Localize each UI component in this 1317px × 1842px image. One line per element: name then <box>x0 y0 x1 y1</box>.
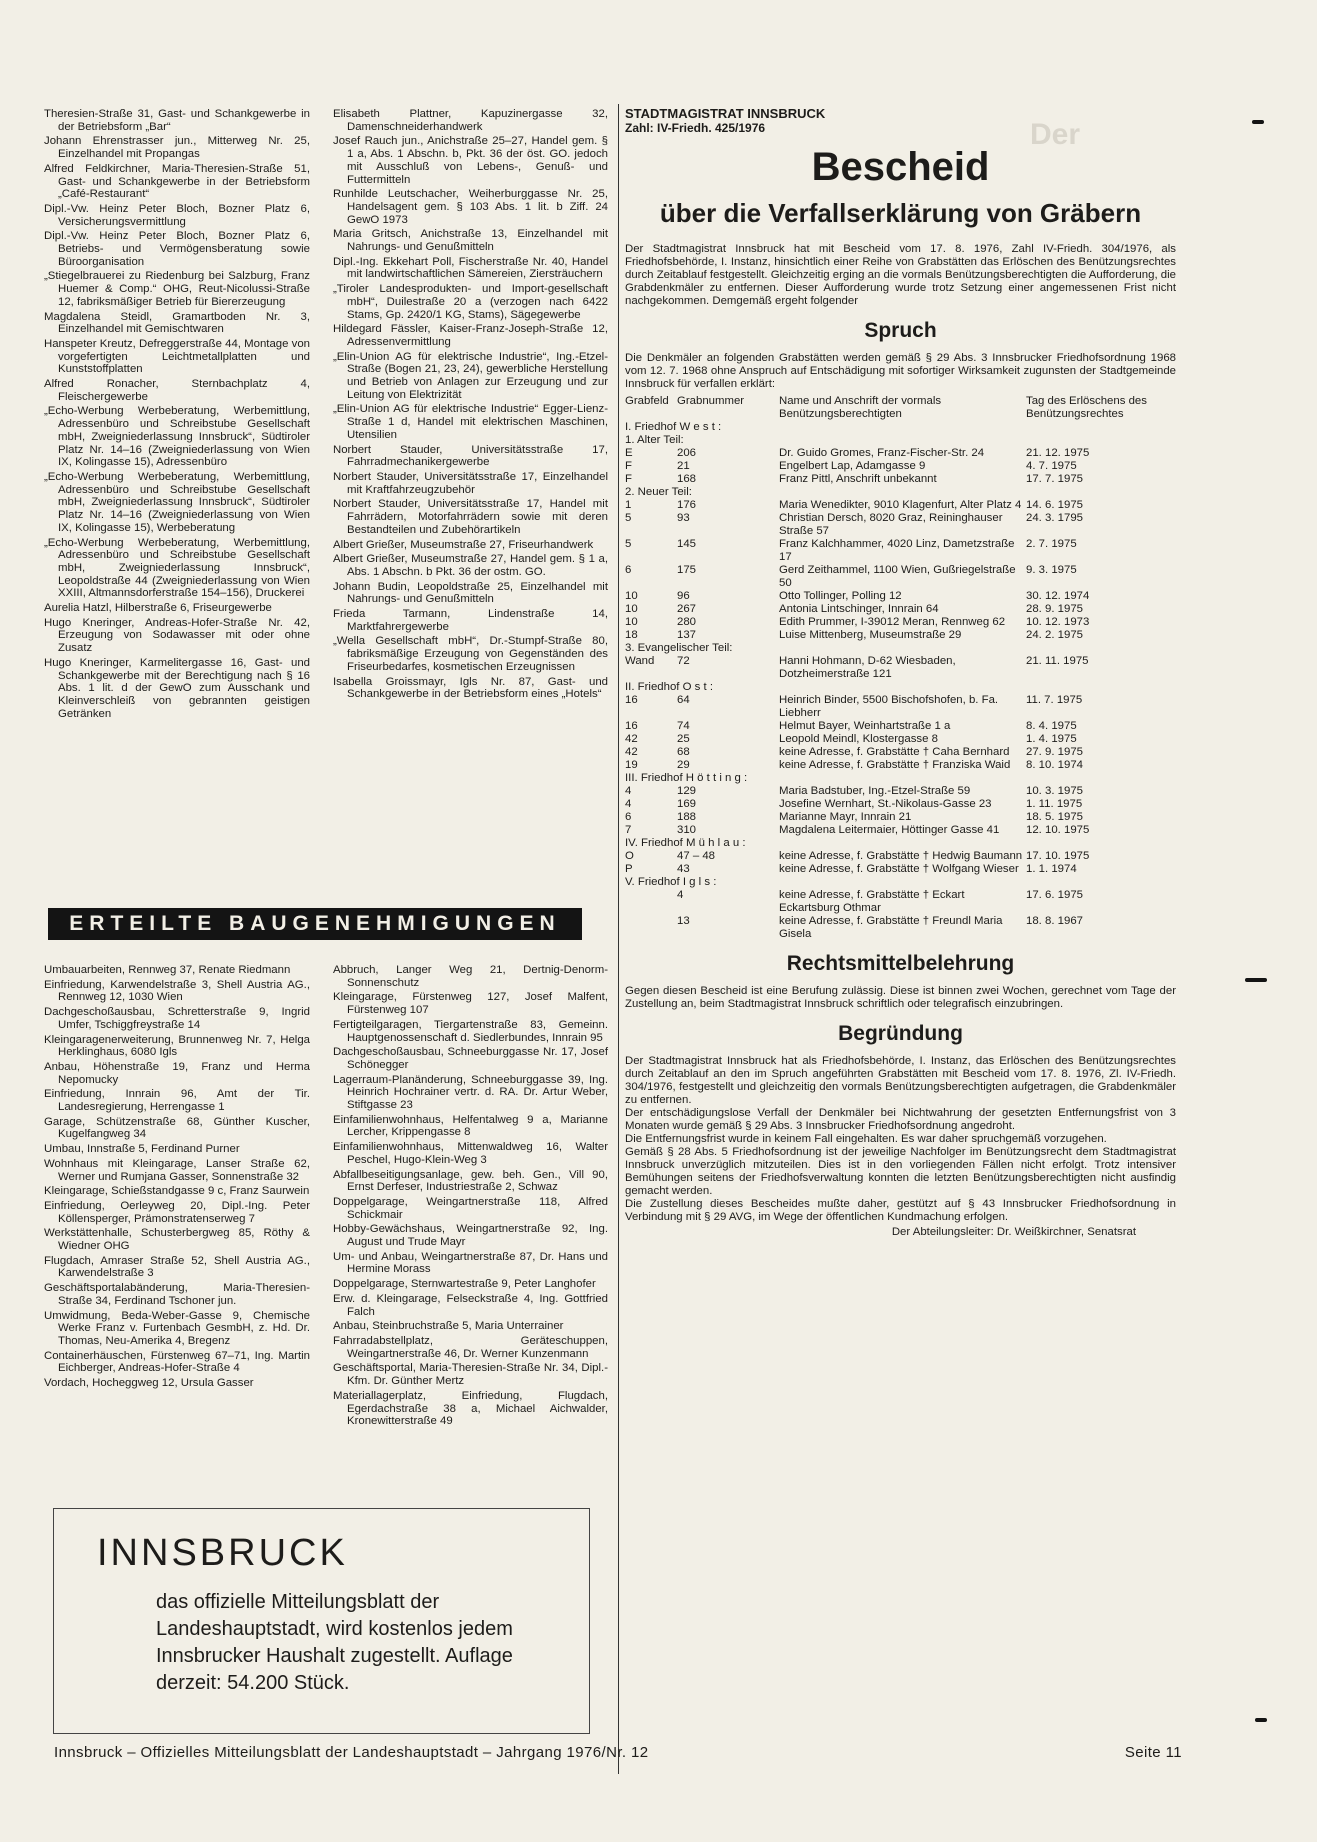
list-entry: Dipl.-Vw. Heinz Peter Bloch, Bozner Platz 6, Versicherungsvermittlung <box>44 202 310 228</box>
grabfeld-cell: 5 <box>625 538 632 550</box>
cemetery-heading <box>625 772 1176 785</box>
promo-body: das offizielle Mitteilungsblatt der Landeshauptstadt, wird kostenlos jedem Innsbrucker Haushalt zugestellt. Auflage derzeit: 54.200 Stück. <box>156 1591 513 1694</box>
table-row <box>625 850 1176 863</box>
grabnummer-cell: 188 <box>677 811 697 823</box>
baugenehmigungen-column-1 <box>44 964 310 1392</box>
grabnummer-cell: 68 <box>677 746 690 758</box>
rechtsmittel-heading: Rechtsmittelbelehrung <box>786 952 1015 975</box>
grabnummer-cell: 64 <box>677 694 690 706</box>
grabfeld-cell: 10 <box>625 590 638 602</box>
begruendung-text <box>625 1055 1176 1224</box>
list-entry: „Echo-Werbung Werbeberatung, Werbemittlung, Adressenbüro und Schreibstube Gesellschaft mbH, Zweigniederlassung Innsbruck“, Leopoldstraße 44 (Zweigniederlassung von Wien XXIII, Altmannsdorferstraße 154–156), Druckerei <box>44 536 310 600</box>
grabnummer-cell: 74 <box>677 720 690 732</box>
grabnummer-cell: 137 <box>677 629 697 641</box>
table-row <box>625 889 1176 915</box>
grabfeld-cell: 42 <box>625 746 638 758</box>
gewerbe-column-1 <box>44 108 310 722</box>
grabnummer-cell: 267 <box>677 603 697 615</box>
grabfeld-cell <box>625 915 677 941</box>
list-entry: Garage, Schützenstraße 68, Günther Kuscher, Kugelfangweg 34 <box>44 1115 310 1141</box>
table-row <box>625 655 1176 681</box>
name-cell: Christian Dersch, 8020 Graz, Reininghauser Straße 57 <box>779 512 1003 537</box>
grabnummer-cell: 310 <box>677 824 697 836</box>
datum-cell: 21. 11. 1975 <box>1026 655 1089 667</box>
list-entry: „Echo-Werbung Werbeberatung, Werbemittlung, Adressenbüro und Schreibstube Gesellschaft mbH, Zweigniederlassung Innsbruck“, Südtiroler Platz Nr. 14–16 (Zweigniederlassung von Wien IX, Kolingasse 15), Adressenbüro <box>44 405 310 469</box>
grabnummer-cell: 169 <box>677 798 697 810</box>
header-grabfeld: Grabfeld <box>625 395 669 407</box>
list-entry: Dachgeschoßausbau, Schretterstraße 9, Ingrid Umfer, Tschiggfreystraße 14 <box>44 1006 310 1031</box>
cemetery-heading <box>625 837 1176 850</box>
list-entry: Hobby-Gewächshaus, Weingartnerstraße 92, Ing. August und Trude Mayr <box>333 1223 608 1249</box>
begruendung-paragraph: Die Zustellung dieses Bescheides mußte daher, gestützt auf § 43 Innsbrucker Friedhofsordnung in Verbindung mit § 29 AVG, im Wege der öffentlichen Kundmachung erfolgen. <box>625 1198 1176 1223</box>
table-row <box>625 798 1176 811</box>
graves-table-body <box>625 421 1176 941</box>
datum-cell: 9. 3. 1975 <box>1026 564 1077 576</box>
list-entry: Magdalena Steidl, Gramartboden Nr. 3, Einzelhandel mit Gemischtwaren <box>44 310 310 336</box>
header-name: Name und Anschrift der vormals Benützungsberechtigten <box>779 395 942 420</box>
name-cell: Luise Mittenberg, Museumstraße 29 <box>779 629 962 641</box>
datum-cell: 10. 3. 1975 <box>1026 785 1084 797</box>
grabfeld-cell: 42 <box>625 733 638 745</box>
list-entry: Fahrradabstellplatz, Geräteschuppen, Weingartnerstraße 46, Dr. Werner Kunzenmann <box>333 1334 608 1360</box>
begruendung-heading: Begründung <box>838 1022 963 1045</box>
list-entry: Hugo Kneringer, Andreas-Hofer-Straße Nr. 42, Erzeugung von Sodawasser mit oder ohne Zusatz <box>44 616 310 655</box>
list-entry: Werkstättenhalle, Schusterbergweg 85, Röthy & Wiedner OHG <box>44 1227 310 1253</box>
cemetery-title: V. Friedhof I g l s : <box>625 876 717 888</box>
cemetery-part-title: 2. Neuer Teil: <box>625 486 692 498</box>
grabfeld-cell: 18 <box>625 629 638 641</box>
grabnummer-cell: 280 <box>677 616 697 628</box>
list-entry: Maria Gritsch, Anichstraße 13, Einzelhandel mit Nahrungs- und Genußmitteln <box>333 228 608 254</box>
list-entry: „Echo-Werbung Werbeberatung, Werbemittlung, Adressenbüro und Schreibstube Gesellschaft mbH, Zweigniederlassung Innsbruck“, Südtiroler Platz Nr. 14–16 (Zweigniederlassung von Wien IX, Kolingasse 15), Werbeberatung <box>44 470 310 534</box>
list-entry: Anbau, Höhenstraße 19, Franz und Herma Nepomucky <box>44 1060 310 1086</box>
list-entry: Materiallagerplatz, Einfriedung, Flugdach, Egerdachstraße 38 a, Michael Aichwalder, Kronewitterstraße 49 <box>333 1389 608 1428</box>
grabfeld-cell: 10 <box>625 616 638 628</box>
begruendung-paragraph: Gemäß § 28 Abs. 5 Friedhofsordnung ist der jeweilige Nachfolger im Benützungsrecht dem Stadtmagistrat Innsbruck unverzüglich mitzuteilen. Dies ist in den vorliegenden Fällen nicht erfolgt. Trotz intensiver Bemühungen seitens der Friedhofsverwaltung konnten die letzten Benützungsberechtigten nicht ausfindig gemacht werden. <box>625 1146 1176 1197</box>
table-row <box>625 759 1176 772</box>
name-cell: Maria Wenedikter, 9010 Klagenfurt, Alter Platz 4 <box>779 499 1022 511</box>
grabfeld-cell: 5 <box>625 512 632 524</box>
name-cell: keine Adresse, f. Grabstätte † Wolfgang Wieser <box>779 863 1019 875</box>
grabnummer-cell: 13 <box>677 915 690 927</box>
grabfeld-cell: O <box>625 850 634 862</box>
promo-box <box>53 1508 590 1734</box>
table-row <box>625 473 1176 486</box>
cemetery-title: IV. Friedhof M ü h l a u : <box>625 837 746 849</box>
grabnummer-cell: 175 <box>677 564 697 576</box>
list-entry: Hanspeter Kreutz, Defreggerstraße 44, Montage von vorgefertigten Leichtmetallplatten und Kunststoffplatten <box>44 337 310 376</box>
grabnummer-cell: 145 <box>677 538 697 550</box>
grabnummer-cell: 29 <box>677 759 690 771</box>
grabnummer-cell: 176 <box>677 499 697 511</box>
list-entry: Geschäftsportalabänderung, Maria-Theresien-Straße 34, Ferdinand Tschoner jun. <box>44 1282 310 1307</box>
grabnummer-cell: 47 – 48 <box>677 850 716 862</box>
grabnummer-cell: 4 <box>677 889 684 901</box>
table-row <box>625 785 1176 798</box>
table-row <box>625 824 1176 837</box>
list-entry: Einfriedung, Innrain 96, Amt der Tir. Landesregierung, Herrengasse 1 <box>44 1088 310 1114</box>
grabnummer-cell: 72 <box>677 655 690 667</box>
name-cell: keine Adresse, f. Grabstätte † Franziska Waid <box>779 759 1011 771</box>
datum-cell: 8. 10. 1974 <box>1026 759 1084 771</box>
name-cell: Leopold Meindl, Klostergasse 8 <box>779 733 938 745</box>
name-cell: keine Adresse, f. Grabstätte † Eckart Eckartsburg Othmar <box>779 889 965 914</box>
list-entry: Dipl.-Ing. Ekkehart Poll, Fischerstraße Nr. 40, Handel mit landwirtschaftlichen Sämereien, Ziersträuchern <box>333 255 608 281</box>
cemetery-title: II. Friedhof O s t : <box>625 681 713 693</box>
table-row <box>625 629 1176 642</box>
datum-cell: 27. 9. 1975 <box>1026 746 1084 758</box>
list-entry: Doppelgarage, Sternwartestraße 9, Peter Langhofer <box>333 1278 596 1291</box>
list-entry: Runhilde Leutschacher, Weiherburggasse Nr. 25, Handelsagent gem. § 103 Abs. 1 lit. b Ziff. 24 GewO 1973 <box>333 188 608 226</box>
footer-publication: Innsbruck – Offizielles Mitteilungsblatt der Landeshauptstadt – Jahrgang 1976/Nr. 12 <box>54 1744 649 1761</box>
datum-cell: 10. 12. 1973 <box>1026 616 1090 628</box>
name-cell: Otto Tollinger, Polling 12 <box>779 590 902 602</box>
page-number: Seite 11 <box>1124 1744 1182 1761</box>
name-cell: Marianne Mayr, Innrain 21 <box>779 811 912 823</box>
list-entry: Abbruch, Langer Weg 21, Dertnig-Denorm-Sonnenschutz <box>333 964 608 989</box>
list-entry: Johann Budin, Leopoldstraße 25, Einzelhandel mit Nahrungs- und Genußmitteln <box>333 580 608 606</box>
datum-cell: 21. 12. 1975 <box>1026 447 1090 459</box>
name-cell: Gerd Zeithammel, 1100 Wien, Gußriegelstraße 50 <box>779 564 1016 589</box>
graves-table-header <box>625 395 1176 421</box>
cemetery-part-title: 1. Alter Teil: <box>625 434 684 446</box>
list-entry: Containerhäuschen, Fürstenweg 67–71, Ing. Martin Eichberger, Andreas-Hofer-Straße 4 <box>44 1349 310 1375</box>
table-row <box>625 512 1176 538</box>
datum-cell: 1. 4. 1975 <box>1026 733 1077 745</box>
list-entry: Einfriedung, Karwendelstraße 3, Shell Austria AG., Rennweg 12, 1030 Wien <box>44 978 310 1004</box>
promo-title: INNSBRUCK <box>97 1532 348 1574</box>
name-cell: keine Adresse, f. Grabstätte † Freundl Maria Gisela <box>779 915 1003 940</box>
cemetery-part-title: 3. Evangelischer Teil: <box>625 642 733 654</box>
grabfeld-cell: F <box>625 473 632 485</box>
name-cell: Magdalena Leitermaier, Höttinger Gasse 41 <box>779 824 1000 836</box>
baugenehmigungen-banner: ERTEILTE BAUGENEHMIGUNGEN <box>48 908 582 940</box>
grabfeld-cell: P <box>625 863 633 875</box>
name-cell: Dr. Guido Gromes, Franz-Fischer-Str. 24 <box>779 447 985 459</box>
name-cell: Maria Badstuber, Ing.-Etzel-Straße 59 <box>779 785 971 797</box>
grabnummer-cell: 206 <box>677 447 697 459</box>
list-entry: Johann Ehrenstrasser jun., Mitterweg Nr. 25, Einzelhandel mit Propangas <box>44 135 310 161</box>
name-cell: Edith Prummer, I-39012 Meran, Rennweg 62 <box>779 616 1006 628</box>
list-entry: Umbau, Innstraße 5, Ferdinand Purner <box>44 1143 240 1156</box>
signature: Der Abteilungsleiter: Dr. Weißkirchner, Senatsrat <box>891 1226 1136 1238</box>
list-entry: Geschäftsportal, Maria-Theresien-Straße Nr. 34, Dipl.-Kfm. Dr. Günther Mertz <box>333 1362 608 1388</box>
authority-header: STADTMAGISTRAT INNSBRUCK <box>625 106 826 121</box>
begruendung-paragraph: Der Stadtmagistrat Innsbruck hat als Friedhofsbehörde, I. Instanz, das Erlöschen des Benützungsrechtes durch Zeitablauf an den im Spruch angeführten Grabstätten mit Bescheid vom 17. 8. 1976, Zl. IV-Friedh. 304/1976, festgestellt und gleichzeitig den vormals Benützungsberechtigten aufgetragen, die Grabdenkmäler zu entfernen. <box>625 1055 1176 1106</box>
list-entry: Einfamilienwohnhaus, Helfentalweg 9 a, Marianne Lercher, Krippengasse 8 <box>333 1113 608 1139</box>
column-divider <box>618 104 619 1774</box>
list-entry: Einfamilienwohnhaus, Mittenwaldweg 16, Walter Peschel, Hugo-Klein-Weg 3 <box>333 1141 608 1166</box>
header-grabnummer: Grabnummer <box>677 395 745 407</box>
article-title: Bescheid <box>811 145 990 189</box>
list-entry: Kleingarage, Schießstandgasse 9 c, Franz Saurwein <box>44 1185 310 1198</box>
table-row <box>625 447 1176 460</box>
grabfeld-cell: 10 <box>625 603 638 615</box>
list-entry: Frieda Tarmann, Lindenstraße 14, Marktfahrergewerbe <box>333 608 608 633</box>
list-entry: Aurelia Hatzl, Hilberstraße 6, Friseurgewerbe <box>44 602 272 615</box>
grabfeld-cell: E <box>625 447 633 459</box>
grabfeld-cell: 7 <box>625 824 632 836</box>
list-entry: Elisabeth Plattner, Kapuzinergasse 32, Damenschneiderhandwerk <box>333 108 608 133</box>
list-entry: Alfred Ronacher, Sternbachplatz 4, Fleischergewerbe <box>44 378 310 403</box>
list-entry: „Elin-Union AG für elektrische Industrie“ Egger-Lienz-Straße 1 d, Handel mit elektrischen Maschinen, Utensilien <box>333 403 608 441</box>
cemetery-part-heading <box>625 434 1176 447</box>
table-row <box>625 733 1176 746</box>
list-entry: Umwidmung, Beda-Weber-Gasse 9, Chemische Werke Franz v. Furtenbach GesmbH, z. Hd. Dr. Thomas, Neu-Amerika 4, Bregenz <box>44 1309 310 1347</box>
name-cell: Heinrich Binder, 5500 Bischofshofen, b. Fa. Liebherr <box>779 694 999 719</box>
list-entry: Abfallbeseitigungsanlage, gew. beh. Gen., Vill 90, Ernst Derfeser, Industriestraße 2, Schwaz <box>333 1168 608 1194</box>
datum-cell: 30. 12. 1974 <box>1026 590 1090 602</box>
list-entry: Hugo Kneringer, Karmelitergasse 16, Gast- und Schankgewerbe mit der Berechtigung nach § 16 Abs. 1 lit. d der GewO zum Ausschank und Kleinverschleiß von gebrannten geistigen Getränken <box>44 656 310 720</box>
table-row <box>625 746 1176 759</box>
name-cell: keine Adresse, f. Grabstätte † Hedwig Baumann <box>779 850 1023 862</box>
begruendung-paragraph: Die Entfernungsfrist wurde in keinem Fall eingehalten. Es war daher spruchgemäß vorzugehen. <box>625 1133 1107 1145</box>
list-entry: Norbert Stauder, Universitätsstraße 17, Einzelhandel mit Kraftfahrzeugzubehör <box>333 470 608 496</box>
reference-number: Zahl: IV-Friedh. 425/1976 <box>625 121 766 135</box>
cemetery-part-heading <box>625 642 1176 655</box>
list-entry: Alfred Feldkirchner, Maria-Theresien-Straße 51, Gast- und Schankgewerbe in der Betriebsform „Café-Restaurant“ <box>44 162 310 201</box>
spruch-heading: Spruch <box>864 319 937 342</box>
name-cell: Franz Pittl, Anschrift unbekannt <box>779 473 937 485</box>
graves-table <box>625 395 1176 941</box>
list-entry: Anbau, Steinbruchstraße 5, Maria Unterrainer <box>333 1320 564 1333</box>
header-datum: Tag des Erlöschens des Benützungsrechtes <box>1026 395 1147 420</box>
datum-cell: 8. 4. 1975 <box>1026 720 1077 732</box>
datum-cell: 17. 7. 1975 <box>1026 473 1084 485</box>
punch-mark <box>1255 1718 1267 1722</box>
datum-cell: 28. 9. 1975 <box>1026 603 1084 615</box>
datum-cell: 12. 10. 1975 <box>1026 824 1090 836</box>
punch-mark <box>1245 978 1267 982</box>
list-entry: Albert Grießer, Museumstraße 27, Friseurhandwerk <box>333 538 594 551</box>
list-entry: Fertigteilgaragen, Tiergartenstraße 83, Gemeinn. Hauptgenossenschaft d. Siedlerbundes, Innrain 95 <box>333 1018 608 1044</box>
name-cell: Franz Kalchhammer, 4020 Linz, Dametzstraße 17 <box>779 538 1015 563</box>
grabnummer-cell: 43 <box>677 863 690 875</box>
datum-cell: 4. 7. 1975 <box>1026 460 1077 472</box>
list-entry: Doppelgarage, Weingartnerstraße 118, Alfred Schickmair <box>333 1195 608 1221</box>
table-row <box>625 694 1176 720</box>
grabfeld-cell: F <box>625 460 632 472</box>
grabfeld-cell: 6 <box>625 564 632 576</box>
baugenehmigungen-column-2 <box>333 964 608 1430</box>
datum-cell: 14. 6. 1975 <box>1026 499 1084 511</box>
list-entry: Um- und Anbau, Weingartnerstraße 87, Dr. Hans und Hermine Morass <box>333 1250 608 1276</box>
list-entry: Einfriedung, Oerleyweg 20, Dipl.-Ing. Peter Köllensperger, Prämonstratenserweg 7 <box>44 1199 310 1225</box>
grabfeld-cell: Wand <box>625 655 655 667</box>
datum-cell: 17. 6. 1975 <box>1026 889 1084 901</box>
list-entry: Albert Grießer, Museumstraße 27, Handel gem. § 1 a, Abs. 1 Abschn. b Pkt. 36 der ostm. GO. <box>333 553 608 578</box>
name-cell: Engelbert Lap, Adamgasse 9 <box>779 460 926 472</box>
name-cell: Hanni Hohmann, D-62 Wiesbaden, Dotzheimerstraße 121 <box>779 655 956 680</box>
grabnummer-cell: 21 <box>677 460 690 472</box>
table-row <box>625 499 1176 512</box>
list-entry: „Stiegelbrauerei zu Riedenburg bei Salzburg, Franz Huemer & Comp.“ OHG, Reut-Nicolussi-Straße 12, fabriksmäßiger Betrieb für Biererzeugung <box>44 270 310 308</box>
grabfeld-cell: 4 <box>625 798 632 810</box>
page-footer <box>54 1744 1182 1761</box>
spruch-paragraph: Die Denkmäler an folgenden Grabstätten werden gemäß § 29 Abs. 3 Innsbrucker Friedhofsordnung 1968 vom 12. 7. 1968 ohne Anspruch auf Entschädigung mit sofortiger Wirksamkeit zugunsten der Stadtgemeinde Innsbruck für verfallen erklärt: <box>625 352 1176 390</box>
datum-cell: 24. 3. 1795 <box>1026 512 1084 524</box>
grabnummer-cell: 168 <box>677 473 697 485</box>
name-cell: Josefine Wernhart, St.-Nikolaus-Gasse 23 <box>779 798 992 810</box>
list-entry: Josef Rauch jun., Anichstraße 25–27, Handel gem. § 1 a, Abs. 1 Abschn. b, Pkt. 36 der öst. GO. jedoch mit Ausschluß von Lebens-, Genuß- und Futtermitteln <box>333 135 608 186</box>
name-cell: keine Adresse, f. Grabstätte † Caha Bernhard <box>779 746 1010 758</box>
list-entry: Norbert Stauder, Universitätsstraße 17, Fahrradmechanikergewerbe <box>333 443 608 469</box>
datum-cell: 24. 2. 1975 <box>1026 629 1084 641</box>
table-row <box>625 915 1176 941</box>
table-row <box>625 603 1176 616</box>
cemetery-heading <box>625 876 1176 889</box>
datum-cell: 17. 10. 1975 <box>1026 850 1090 862</box>
datum-cell: 18. 5. 1975 <box>1026 811 1084 823</box>
datum-cell: 1. 1. 1974 <box>1026 863 1077 875</box>
list-entry: Dipl.-Vw. Heinz Peter Bloch, Bozner Platz 6, Betriebs- und Vermögensberatung sowie Büroorganisation <box>44 230 310 268</box>
rechtsmittel-paragraph: Gegen diesen Bescheid ist eine Berufung zulässig. Diese ist binnen zwei Wochen, gerechnet vom Tage der Zustellung an, beim Stadtmagistrat Innsbruck schriftlich oder telegrafisch einzubringen. <box>625 985 1176 1010</box>
list-entry: Norbert Stauder, Universitätsstraße 17, Handel mit Fahrrädern, Motorfahrrädern sowie mit deren Bestandteilen und Zubehörartikeln <box>333 498 608 536</box>
grabfeld-cell: 16 <box>625 694 638 706</box>
bleed-through-text: Der <box>1030 118 1081 151</box>
gewerbe-column-2 <box>333 108 608 703</box>
table-row <box>625 538 1176 564</box>
cemetery-title: III. Friedhof H ö t t i n g : <box>625 772 748 784</box>
grabnummer-cell: 93 <box>677 512 690 524</box>
list-entry: Theresien-Straße 31, Gast- und Schankgewerbe in der Betriebsform „Bar“ <box>44 108 310 133</box>
list-entry: „Wella Gesellschaft mbH“, Dr.-Stumpf-Straße 80, fabriksmäßige Erzeugung von Gegenständen des Friseurbedarfes, kosmetischen Erzeugnissen <box>333 635 608 673</box>
punch-mark <box>1252 120 1264 124</box>
grabnummer-cell: 96 <box>677 590 690 602</box>
list-entry: Lagerraum-Planänderung, Schneeburggasse 39, Ing. Heinrich Hochrainer vertr. d. RA. Dr. Artur Weber, Stiftgasse 23 <box>333 1073 608 1112</box>
table-row <box>625 720 1176 733</box>
list-entry: Hildegard Fässler, Kaiser-Franz-Joseph-Straße 12, Adressenvermittlung <box>333 323 608 348</box>
list-entry: Erw. d. Kleingarage, Felseckstraße 4, Ing. Gottfried Falch <box>333 1292 608 1318</box>
grabfeld-cell: 6 <box>625 811 632 823</box>
cemetery-title: I. Friedhof W e s t : <box>625 421 722 433</box>
table-row <box>625 811 1176 824</box>
datum-cell: 2. 7. 1975 <box>1026 538 1077 550</box>
grabfeld-cell <box>625 889 677 915</box>
list-entry: Wohnhaus mit Kleingarage, Lanser Straße 62, Werner und Rumjana Gasser, Sonnenstraße 32 <box>44 1157 310 1183</box>
grabnummer-cell: 129 <box>677 785 697 797</box>
table-row <box>625 564 1176 590</box>
begruendung-paragraph: Der entschädigungslose Verfall der Denkmäler bei Nichtwahrung der gesetzten Entfernungsfrist von 3 Monaten wurde gemäß § 29 Abs. 3 Innsbrucker Friedhofsordnung angedroht. <box>625 1107 1176 1132</box>
grabfeld-cell: 4 <box>625 785 632 797</box>
grabfeld-cell: 1 <box>625 499 632 511</box>
cemetery-heading <box>625 681 1176 694</box>
list-entry: Umbauarbeiten, Rennweg 37, Renate Riedmann <box>44 964 291 976</box>
list-entry: Vordach, Hocheggweg 12, Ursula Gasser <box>44 1377 254 1390</box>
list-entry: Kleingaragenerweiterung, Brunnenweg Nr. 7, Helga Herklinghaus, 6080 Igls <box>44 1033 310 1059</box>
cemetery-part-heading <box>625 486 1176 499</box>
datum-cell: 1. 11. 1975 <box>1026 798 1083 810</box>
list-entry: „Tiroler Landesprodukten- und Import-gesellschaft mbH“, Duilestraße 20 a (verzogen nach 6422 Stams, Gp. 2420/1 KG, Stams), Sägegewerbe <box>333 283 608 321</box>
list-entry: Isabella Groissmayr, Igls Nr. 87, Gast- und Schankgewerbe in der Betriebsform eines „Hotels“ <box>333 675 608 701</box>
article-subtitle: über die Verfallserklärung von Gräbern <box>659 198 1142 228</box>
table-row <box>625 590 1176 603</box>
table-row <box>625 460 1176 473</box>
cemetery-heading <box>625 421 1176 434</box>
datum-cell: 18. 8. 1967 <box>1026 915 1084 927</box>
list-entry: Kleingarage, Fürstenweg 127, Josef Malfent, Fürstenweg 107 <box>333 991 608 1017</box>
table-row <box>625 616 1176 629</box>
grabfeld-cell: 16 <box>625 720 638 732</box>
intro-paragraph: Der Stadtmagistrat Innsbruck hat mit Bescheid vom 17. 8. 1976, Zahl IV-Friedh. 304/1976, als Friedhofsbehörde, I. Instanz, hinsichtlich einer Reihe von Grabstätten das Erlöschen des Benützungsrechtes durch Zeitablauf festgestellt. Gleichzeitig erging an die vormals Benützungsberechtigten die Aufforderung, die Grabdenkmäler zu entfernen. Dieser Aufforderung wurde trotz Setzung einer angemessenen Frist nicht nachgekommen. Demgemäß ergeht folgender <box>625 243 1176 307</box>
datum-cell: 11. 7. 1975 <box>1026 694 1083 706</box>
list-entry: „Elin-Union AG für elektrische Industrie“, Ing.-Etzel-Straße (Bogen 21, 23, 24), gewerbliche Herstellung und Betrieb von Anlagen zur Erzeugung und zur Leitung von Elektrizität <box>333 350 608 401</box>
name-cell: Helmut Bayer, Weinhartstraße 1 a <box>779 720 951 732</box>
name-cell: Antonia Lintschinger, Innrain 64 <box>779 603 939 615</box>
list-entry: Dachgeschoßausbau, Schneeburggasse Nr. 17, Josef Schönegger <box>333 1046 608 1071</box>
list-entry: Flugdach, Amraser Straße 52, Shell Austria AG., Karwendelstraße 3 <box>44 1254 310 1280</box>
table-row <box>625 863 1176 876</box>
grabfeld-cell: 19 <box>625 759 638 771</box>
bescheid-article <box>625 106 1176 1238</box>
grabnummer-cell: 25 <box>677 733 690 745</box>
